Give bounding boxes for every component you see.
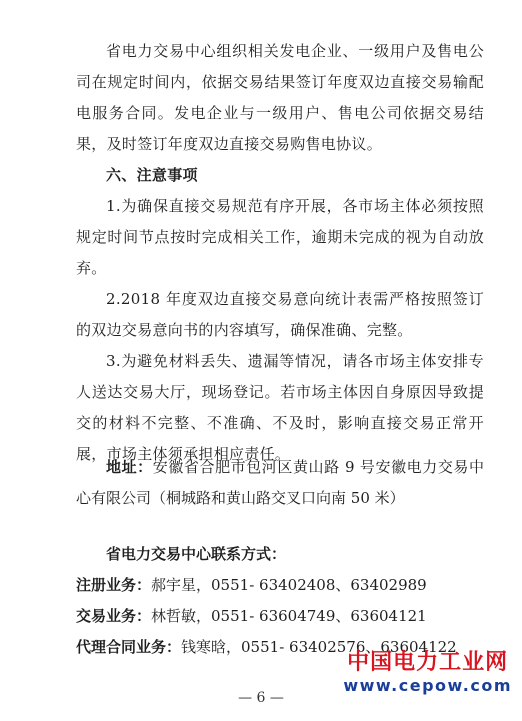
watermark-name: 中国电力工业网	[347, 650, 509, 675]
contact-value-agency: 钱寒晗，0551- 63402576、63604122	[181, 638, 457, 656]
note-item-3: 3.为避免材料丢失、遗漏等情况，请各市场主体安排专人送达交易大厅，现场登记。若市场主体因自身原因导致提交的材料不完整、不准确、不及时，影响直接交易正常开展，市场主体须承担相应责任。	[76, 352, 484, 463]
contact-label-registration: 注册业务：	[76, 576, 152, 594]
contact-label-agency: 代理合同业务：	[76, 638, 182, 656]
address-text: 安徽省合肥市包河区黄山路 9 号安徽电力交易中心有限公司（桐城路和黄山路交叉口向南 50 米）	[76, 458, 484, 507]
site-watermark	[343, 650, 512, 696]
page-number: — 6 —	[238, 690, 284, 706]
note-item-2: 2.2018 年度双边直接交易意向统计表需严格按照签订的双边交易意向书的内容填写，确保准确、完整。	[76, 290, 484, 339]
address-label: 地址：	[106, 458, 153, 476]
section-heading-notes: 六、注意事项	[106, 166, 198, 184]
contact-heading: 省电力交易中心联系方式：	[106, 545, 287, 563]
paragraph-contract-signing: 省电力交易中心组织相关发电企业、一级用户及售电公司在规定时间内，依据交易结果签订年度双边直接交易输配电服务合同。发电企业与一级用户、售电公司依据交易结果，及时签订年度双边直接交易购售电协议。	[76, 42, 484, 153]
body-text	[76, 36, 484, 470]
contact-value-registration: 郝宇星，0551- 63402408、63402989	[151, 576, 427, 594]
contact-trading	[76, 601, 496, 632]
address-block	[76, 452, 484, 514]
contact-label-trading: 交易业务：	[76, 607, 152, 625]
watermark-url: www.cepow.com	[343, 676, 512, 695]
contact-registration	[76, 570, 496, 601]
contact-value-trading: 林哲敏，0551- 63604749、63604121	[151, 607, 427, 625]
note-item-1: 1.为确保直接交易规范有序开展，各市场主体必须按照规定时间节点按时完成相关工作，逾期未完成的视为自动放弃。	[76, 197, 484, 277]
